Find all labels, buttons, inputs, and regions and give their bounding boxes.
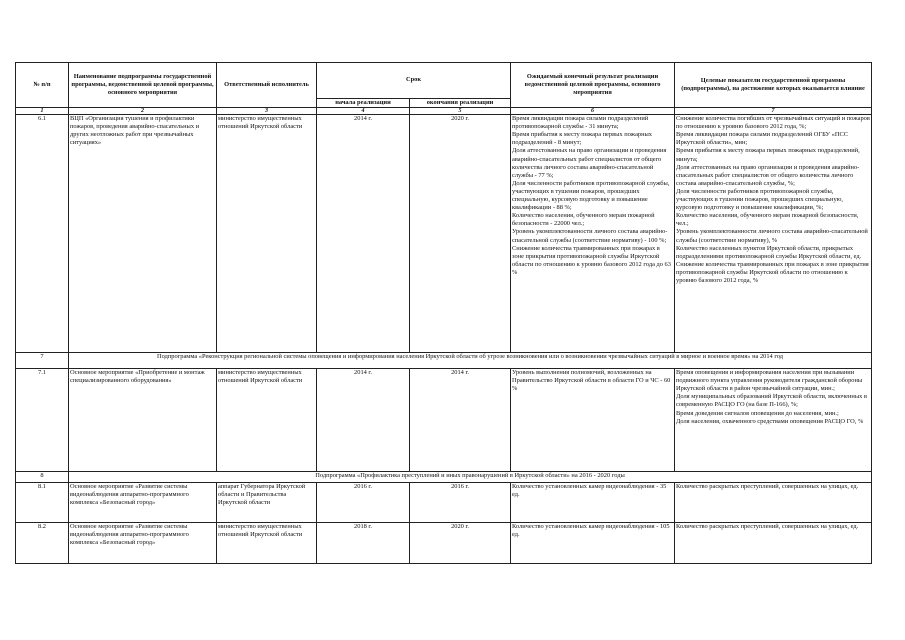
header-row [16,63,872,99]
program-table [15,62,872,564]
row-result: Количество установленных камер видеонаблюдения - 35 ед. [511,483,675,523]
table-row [16,483,872,523]
row-end: 2020 г. [410,523,511,564]
row-result: Количество установленных камер видеонаблюдения - 105 ед. [511,523,675,564]
row-name: Основное мероприятие «Развитие системы видеонаблюдения аппаратно-программного комплекса «Безопасный город» [69,523,217,564]
subprogram-row [16,353,872,369]
row-number: 6.1 [16,115,69,353]
row-start: 2014 г. [317,115,410,353]
row-end: 2020 г. [410,115,511,353]
row-executor: министерство имущественных отношений Иркутской области [217,523,317,564]
subprogram-title: Подпрограмма «Профилактика преступлений и иных правонарушений в Иркутской области» на 2016 - 2020 годы [69,472,872,483]
column-number: 1 [16,108,69,115]
row-name: ВЦП «Организация тушения и профилактики пожаров, проведения аварийно-спасательных и других неотложных работ при чрезвычайных ситуациях» [69,115,217,353]
row-targets: Количество раскрытых преступлений, совершенных на улицах, ед. [675,523,872,564]
subprogram-row [16,472,872,483]
header-start: начала реализации [317,99,410,108]
row-number: 8 [16,472,69,483]
row-number: 7.1 [16,369,69,472]
header-exec: Ответственный исполнитель [217,63,317,108]
column-number: 7 [675,108,872,115]
header-end: окончания реализации [410,99,511,108]
table-row [16,369,872,472]
header-num: № п/п [16,63,69,108]
row-start: 2016 г. [317,483,410,523]
row-result: Уровень выполнения полномочий, возложенных на Правительство Иркутской области в области ГО и ЧС - 60 % [511,369,675,472]
header-targets: Целевые показатели государственной программы (подпрограммы), на достижение которых оказывается влияние [675,63,872,108]
row-executor: министерство имущественных отношений Иркутской области [217,115,317,353]
table-row [16,115,872,353]
row-targets: Снижение количества погибших от чрезвычайных ситуаций и пожаров по отношению к уровню базового 2012 года, %; Время ликвидации пожара силами подразделений ОГБУ «ПСС Иркутской области», мин; Время прибытия к месту пожара первых пожарных подразделений, минута; Доля аттестованных на право организации и проведения аварийно-спасательных работ специалистов от общего количества личного состава аварийно-спасательной службы, %; Доля численности работников противопожарной службы, участвующих в тушении пожаров, прошедших специальную, курсовую подготовку и повышение квалификации, %; Количество населения, обученного мерам пожарной безопасности, чел.; Уровень укомплектованности личного состава аварийно-спасательной службы (соответствие нормативу), % Количество населенных пунктов Иркутской области, прикрытых подразделениями противопожарной службы Иркутской области, ед. Снижение количества травмированных при пожарах в зоне прикрытия противопожарной службы Иркутской области по отношению к уровню базового 2012 года, % [675,115,872,353]
row-name: Основное мероприятие «Развитие системы видеонаблюдения аппаратно-программного комплекса «Безопасный город» [69,483,217,523]
column-number: 4 [317,108,410,115]
row-number: 8.1 [16,483,69,523]
header-name: Наименование подпрограммы государственной программы, ведомственной целевой программы, основного мероприятия [69,63,217,108]
row-executor: министерство имущественных отношений Иркутской области [217,369,317,472]
row-start: 2018 г. [317,523,410,564]
subprogram-title: Подпрограмма «Реконструкция региональной системы оповещения и информирования населения Иркутской области об угрозе возникновения или о возникновении чрезвычайных ситуаций в мирное и военное время» на 2014 год [69,353,872,369]
program-table-sheet [15,62,871,564]
column-number-row [16,108,872,115]
column-number: 3 [217,108,317,115]
column-number: 2 [69,108,217,115]
row-start: 2014 г. [317,369,410,472]
row-result: Время ликвидации пожара силами подразделений противопожарной службы - 31 минута; Время прибытия к месту пожара первых пожарных подразделений - 8 минут; Доля аттестованных на право организации и проведения аварийно-спасательных работ специалистов от общего количества личного состава аварийно-спасательной службы - 77 %; Доля численности работников противопожарной службы, участвующих в тушении пожаров, прошедших специальную, курсовую подготовку и повышение квалификации - 88 %; Количество населения, обученного мерам пожарной безопасности - 22000 чел.; Уровень укомплектованности личного состава аварийно-спасательной службы (соответствие нормативу) - 100 %; Снижение количества травмированных при пожарах в зоне прикрытия противопожарной службы Иркутской области по отношению к уровню базового 2012 года до 63 % [511,115,675,353]
row-end: 2016 г. [410,483,511,523]
column-number: 5 [410,108,511,115]
column-number: 6 [511,108,675,115]
row-name: Основное мероприятие «Приобретение и монтаж специализированного оборудования» [69,369,217,472]
row-targets: Время оповещения и информирования населения при вызывании подвижного пункта управления руководителя гражданской обороны Иркутской области в район чрезвычайной ситуации, мин.; Доля муниципальных образований Иркутской области, включенных в современную РАСЦО ГО (на базе П-166), %; Время доведения сигналов оповещения до населения, мин.; Доля населения, охваченного средствами оповещения РАСЦО ГО, % [675,369,872,472]
header-term: Срок [317,63,511,99]
row-executor: аппарат Губернатора Иркутской области и Правительства Иркутской области [217,483,317,523]
row-targets: Количество раскрытых преступлений, совершенных на улицах, ед. [675,483,872,523]
row-number: 8.2 [16,523,69,564]
row-number: 7 [16,353,69,369]
row-end: 2014 г. [410,369,511,472]
table-row [16,523,872,564]
header-result: Ожидаемый конечный результат реализации ведомственной целевой программы, основного мероприятия [511,63,675,108]
